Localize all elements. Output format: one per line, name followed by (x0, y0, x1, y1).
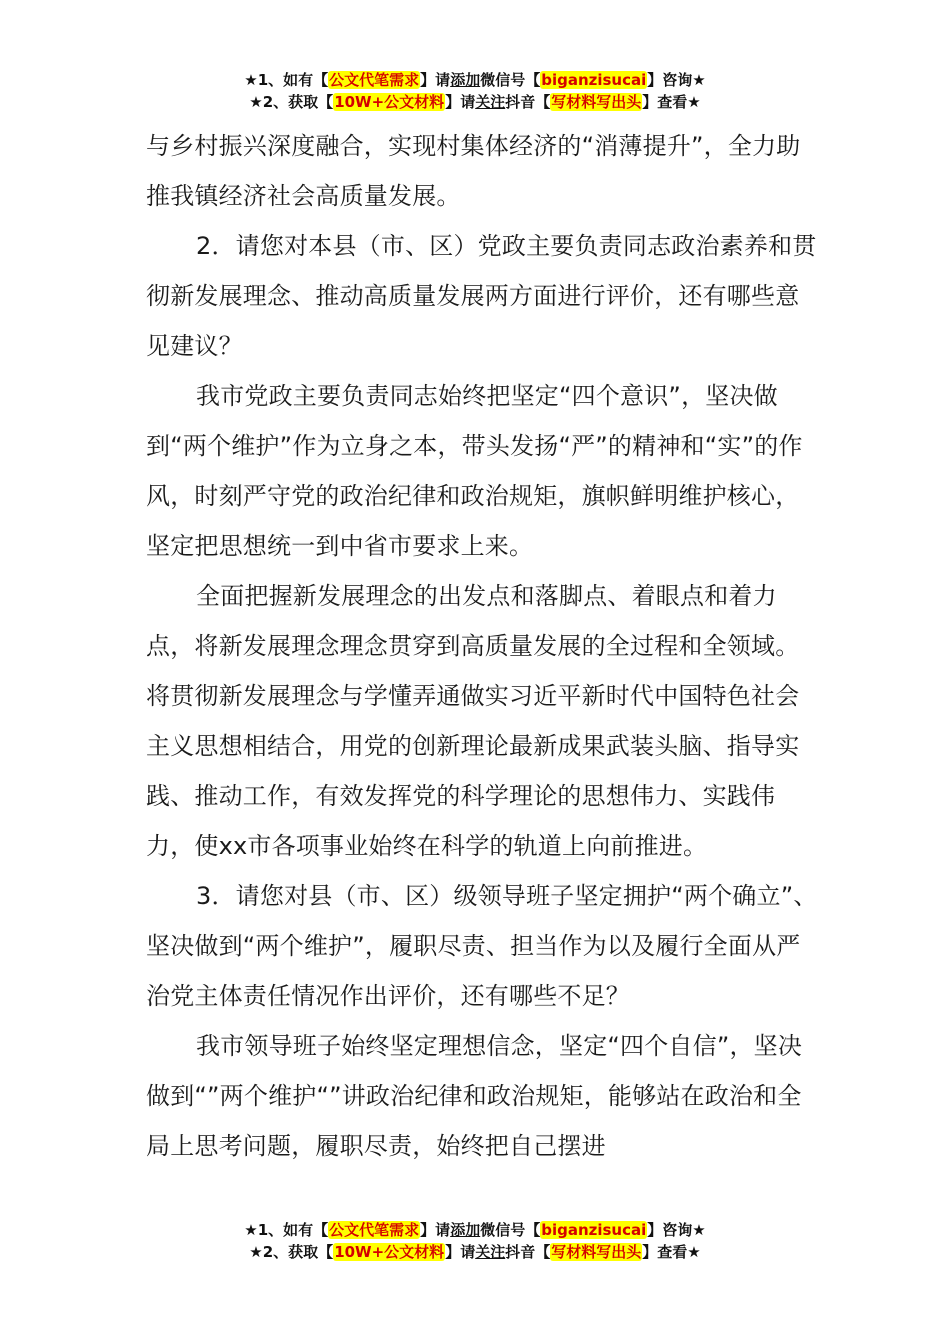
question-3: 3．请您对县（市、区）级领导班子坚定拥护“两个确立”、坚决做到“两个维护”，履职尽责、担当作为以及履行全面从严治党主体责任情况作出评价，还有哪些不足？ (146, 882, 818, 1010)
promo-text: 】请 (445, 1243, 476, 1261)
promo-line-2 (0, 1241, 950, 1263)
promo-text: ★1、如有【 (244, 1221, 329, 1239)
promo-line-1 (0, 69, 950, 91)
promo-line-1 (0, 1219, 950, 1241)
promo-banner-top (0, 69, 950, 113)
promo-text: 】查看★ (642, 93, 701, 111)
promo-underlined: 添加 (450, 1221, 481, 1239)
promo-line-2 (0, 91, 950, 113)
document-body (146, 121, 818, 1171)
wechat-id-highlight: biganzisucai (541, 71, 647, 89)
promo-text: 】咨询★ (647, 71, 706, 89)
douyin-account-highlight: 写材料写出头 (551, 1243, 642, 1261)
promo-highlight: 10W+公文材料 (334, 1243, 445, 1261)
question-2: 2．请您对本县（市、区）党政主要负责同志政治素养和贯彻新发展理念、推动高质量发展两方面进行评价，还有哪些意见建议？ (146, 232, 817, 360)
promo-text: 微信号【 (480, 71, 541, 89)
promo-text: 抖音【 (505, 93, 551, 111)
promo-text: 】请 (445, 93, 476, 111)
promo-text: ★2、获取【 (249, 93, 334, 111)
answer-paragraph: 我市领导班子始终坚定理想信念，坚定“四个自信”，坚决做到“”两个维护“”讲政治纪律和政治规矩，能够站在政治和全局上思考问题，履职尽责，始终把自己摆进 (146, 1032, 803, 1160)
douyin-account-highlight: 写材料写出头 (551, 93, 642, 111)
promo-text: 】查看★ (642, 1243, 701, 1261)
wechat-id-highlight: biganzisucai (541, 1221, 647, 1239)
promo-text: 】请 (420, 1221, 451, 1239)
promo-text: 抖音【 (505, 1243, 551, 1261)
promo-underlined: 添加 (450, 71, 481, 89)
promo-highlight: 公文代笔需求 (329, 1221, 420, 1239)
answer-paragraph: 全面把握新发展理念的出发点和落脚点、着眼点和着力点，将新发展理念理念贯穿到高质量发展的全过程和全领域。将贯彻新发展理念与学懂弄通做实习近平新时代中国特色社会主义思想相结合，用党的创新理论最新成果武装头脑、指导实践、推动工作，有效发挥党的科学理论的思想伟力、实践伟力，使xx市各项事业始终在科学的轨道上向前推进。 (146, 582, 800, 860)
promo-highlight: 公文代笔需求 (329, 71, 420, 89)
promo-text: 微信号【 (480, 1221, 541, 1239)
promo-underlined: 关注 (475, 93, 506, 111)
promo-text: 】咨询★ (647, 1221, 706, 1239)
promo-text: ★2、获取【 (249, 1243, 334, 1261)
body-paragraph-continued: 与乡村振兴深度融合，实现村集体经济的“消薄提升”，全力助推我镇经济社会高质量发展。 (146, 132, 801, 210)
promo-underlined: 关注 (475, 1243, 506, 1261)
promo-text: 】请 (420, 71, 451, 89)
promo-banner-bottom (0, 1219, 950, 1263)
answer-paragraph: 我市党政主要负责同志始终把坚定“四个意识”，坚决做到“两个维护”作为立身之本，带头发扬“严”的精神和“实”的作风，时刻严守党的政治纪律和政治规矩，旗帜鲜明维护核心，坚定把思想统一到中省市要求上来。 (146, 382, 803, 560)
promo-text: ★1、如有【 (244, 71, 329, 89)
promo-highlight: 10W+公文材料 (334, 93, 445, 111)
